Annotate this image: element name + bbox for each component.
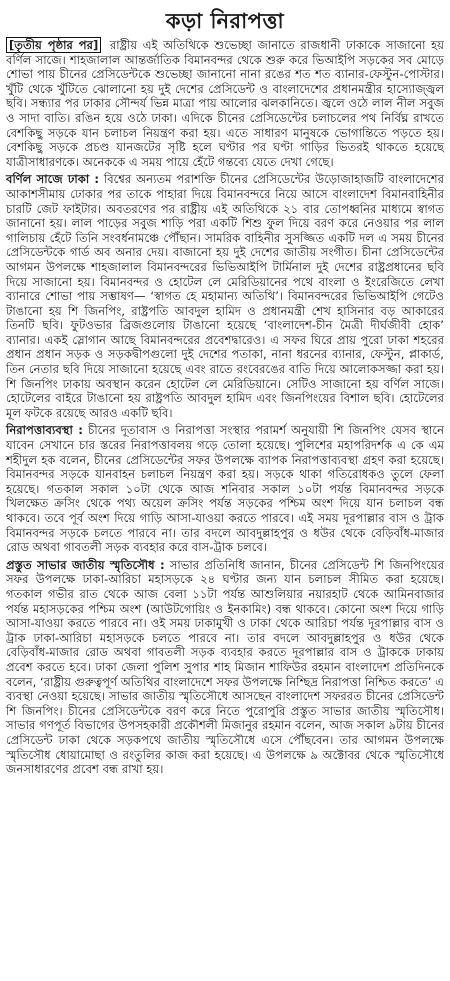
subheading-security: নিরাপত্তাব্যবস্থা : <box>6 423 83 438</box>
article-headline: কড়া নিরাপত্তা <box>165 9 285 33</box>
paragraph-text: বিশ্বের অন্যতম পরাশক্তি চীনের প্রেসিডেন্টের উড়োজাহাজটি বাংলাদেশের আকাশসীমায় ঢোকার পর তাকে পাহারা দিয়ে বিমানবন্দরে নিয়ে আসে বাংলাদেশ বিমানবাহিনীর চারটি জেট ফাইটার। অবতরণের পর রাষ্ট্রীয় এই অতিথিকে ২১ বার তোপধ্বনির মাধ্যমে স্বাগত জানানো হয়। লাল পাড়ের সবুজ শাড়ি পরা একটি শিশু ফুল দিয়ে বরণ করে নেওয়ার পর লাল গালিচায় হেঁটে তিনি সংবর্ধনামঞ্চে পৌঁছান। সামরিক বাহিনীর সুসজ্জিত একটি দল এ সময় চীনের প্রেসিডেন্টকে গার্ড অব অনার দেয়। বাজানো হয় দুই দেশের জাতীয় সংগীত। চীনা প্রেসিডেন্টের আগমন উপলক্ষে শাহজালাল বিমানবন্দরের ভিভিআইপি টার্মিনাল দুই দেশের রাষ্ট্রপ্রধানের ছবি দিয়ে সাজানো হয়। বিমানবন্দর ও হোটেল লে মেরিডিয়ানের পথে বাংলা ও ইংরেজিতে লেখা ব্যানারে শোভা পায় সম্ভাষণ— ‘স্বাগত হে মহামান্য অতিথি’। বিমানবন্দরের ভিভিআইপি গেটেও টাঙানো হয় শি জিনপিং, রাষ্ট্রপতি আবদুল হামিদ ও প্রধানমন্ত্রী শেখ হাসিনার বড় আকারের তিনটি ছবি। ফুটওভার ব্রিজগুলোয় টাঙানো হয়েছে ‘বাংলাদেশ-চীন মৈত্রী দীর্ঘজীবী হোক’ ব্যানার। একই স্লোগান আছে বিমানবন্দরের প্রবেশদ্বারেও। এ সফর ঘিরে প্রায় পুরো ঢাকা শহরের প্রধান প্রধান সড়ক ও সড়কদ্বীপগুলো দুই দেশের পতাকা, নানা ধরনের ব্যানার, ফেস্টুন, প্লাকার্ড, তিন নেতার ছবি দিয়ে সাজানো হয়েছে এবং রাতে রংবেরঙের বাতি দিয়ে আলোকসজ্জা করা হয়। শি জিনপিং ঢাকায় অবস্থান করেন হোটেল লে মেরিডিয়ানে। সেটিও সাজানো হয় বর্ণিল সাজে। হোটেলের বাইরে টাঙানো হয় রাষ্ট্রপতি আবদুল হামিদ এবং জিনপিংয়ের বিশাল ছবি। হোটেলের মূল ফটকে রয়েছে আরও একটি ছবি। <box>6 172 444 420</box>
paragraph-text: সাভার প্রতিনিধি জানান, চীনের প্রেসিডেন্ট শি জিনপিংয়ের সফর উপলক্ষে ঢাকা-আরিচা মহাসড়কে ২৪ ঘণ্টার জন্য যান চলাচল সীমিত করা হয়েছে। গতকাল গভীর রাত থেকে আজ বেলা ১১টা পর্যন্ত আশুলিয়ার নয়ারহাট থেকে আমিনবাজার পর্যন্ত মহাসড়কের পশ্চিম অংশ (আউটগোয়িং ও ইনকামিং) বন্ধ থাকবে। কোনো অংশ দিয়ে গাড়ি আসা-যাওয়া করতে পারবে না। ওই সময় ঢাকামুখী ও ঢাকা থেকে আরিচা পর্যন্ত দূরপাল্লার বাস ও ট্রাক ঢাকা-আরিচা মহাসড়কে চলতে পারবে না। তার বদলে আবদুল্লাহপুর ও ধউর থেকে বেড়িবাঁধ-মাজার রোড অথবা গাবতলী সড়ক ব্যবহার করতে দূরপাল্লার বাস ও ট্রাককে ঢাকায় প্রবেশ করতে হবে। ঢাকা জেলা পুলিশ সুপার শাহ মিজান শাফিউর রহমান বাংলাদেশ প্রতিদিনকে বলেন, ‘রাষ্ট্রীয় গুরুত্বপূর্ণ অতিথির বাংলাদেশে সফর উপলক্ষে নিশ্ছিদ্র নিরাপত্তা নিশ্চিত করতে’ এ ব্যবস্থা নেওয়া হয়েছে। সাভার জাতীয় স্মৃতিসৌধে আসছেন বাংলাদেশ সফররত চীনের প্রেসিডেন্ট শি জিনপিং। চীনের প্রেসিডেন্টকে বরণ করে নিতে পুরোপুরি প্রস্তুত সাভার জাতীয় স্মৃতিসৌধ। সাভার গণপূর্ত বিভাগের উপসহকারী প্রকৌশলী মিজানুর রহমান বলেন, আজ সকাল ৯টায় চীনের প্রেসিডেন্ট ঢাকা থেকে সড়কপথে জাতীয় স্মৃতিসৌধে এসে পৌঁছবেন। তার আগমন উপলক্ষে স্মৃতিসৌধ ধোয়ামোছা ও রংতুলির কাজ করা হয়েছে। এ উপলক্ষে ৯ অক্টোবর থেকে স্মৃতিসৌধে জনসাধারণের প্রবেশ বন্ধ রাখা হয়। <box>6 557 444 777</box>
article-paragraph-continuation <box>6 38 444 169</box>
article-paragraph-decorated-dhaka <box>6 172 444 420</box>
article-paragraph-memorial <box>6 558 444 777</box>
subheading-memorial: প্রস্তুত সাভার জাতীয় স্মৃতিসৌধ : <box>6 557 165 572</box>
paragraph-text: চীনের দূতাবাস ও নিরাপত্তা সংস্থার পরামর্শ অনুযায়ী শি জিনপিং যেসব স্থানে যাবেন সেখানে চার স্তরের নিরাপত্তাবলয় গড়ে তোলা হয়েছে। পুলিশের মহাপরিদর্শক এ কে এম শহীদুল হক বলেন, চীনের প্রেসিডেন্টের সফর উপলক্ষে ব্যাপক নিরাপত্তাব্যবস্থা গ্রহণ করা হয়েছে। বিমানবন্দর সড়কে যানবাহন চলাচল নিয়ন্ত্রণ করা হয়। সড়কে থাকা গতিরোধকও তুলে ফেলা হয়েছে। গতকাল সকাল ১০টা থেকে আজ শনিবার সকাল ১০টা পর্যন্ত বিমানবন্দর সড়কে খিলক্ষেত ক্রসিং থেকে পথ্য অয়েল ক্রসিং পর্যন্ত সড়কের পশ্চিম অংশ দিয়ে যান চলাচল বন্ধ থাকবে। তবে পূর্ব অংশ দিয়ে গাড়ি আসা-যাওয়া করতে পারবে। এই সময় দূরপাল্লার বাস ও ট্রাক বিমানবন্দর সড়কে চলতে পারবে না। তার বদলে আবদুল্লাহপুর ও ধউর থেকে বেড়িবাঁধ-মাজার রোড অথবা গাবতলী সড়ক ব্যবহার করে বাস-ট্রাক চলবে। <box>6 423 444 555</box>
continued-from-tag: [তৃতীয় পৃষ্ঠার পর] <box>6 37 101 53</box>
paragraph-text: রাষ্ট্রীয় এই অতিথিকে শুভেচ্ছা জানাতে রাজধানী ঢাকাকে সাজানো হয় বর্ণিল সাজে। শাহজালাল আন্তর্জাতিক বিমানবন্দর থেকে শুরু করে ভিআইপি সড়কের সব মোড়ে শোভা পায় চীনের প্রেসিডেন্টকে শুভেচ্ছা জানানো নানা রঙের শত শত ব্যানার-ফেস্টুন-পোস্টার। খুঁটি থেকে খুঁটিতে ঝোলানো হয় দুই দেশের প্রেসিডেন্ট ও বাংলাদেশের প্রধানমন্ত্রীর হাস্যোজ্জ্বল ছবি। সন্ধ্যার পর ঢাকার সৌন্দর্য ভিন্ন মাত্রা পায় আলোর ঝলকানিতে। জ্বলে ওঠে লাল নীল সবুজ ও সাদা বাতি। রঙিন হয়ে ওঠে ঢাকা। এদিকে চীনের প্রেসিডেন্টের চলাচলের পথ নির্বিঘ্ন রাখতে বেশকিছু সড়কে যান চলাচল নিয়ন্ত্রণ করা হয়। এতে সাধারণ মানুষকে ভোগান্তিতে পড়তে হয়। বেশকিছু সড়কে প্রচণ্ড যানজটের সৃষ্টি হলে ঘণ্টার পর ঘণ্টা গাড়ির ভিতরই থাকতে হয়েছে যাত্রীসাধারণকে। অনেককে এ সময় পায়ে হেঁটে গন্তব্যে যেতে দেখা গেছে। <box>6 38 444 169</box>
article-paragraph-security <box>6 423 444 554</box>
subheading-decorated-dhaka: বর্ণিল সাজে ঢাকা : <box>6 172 100 187</box>
